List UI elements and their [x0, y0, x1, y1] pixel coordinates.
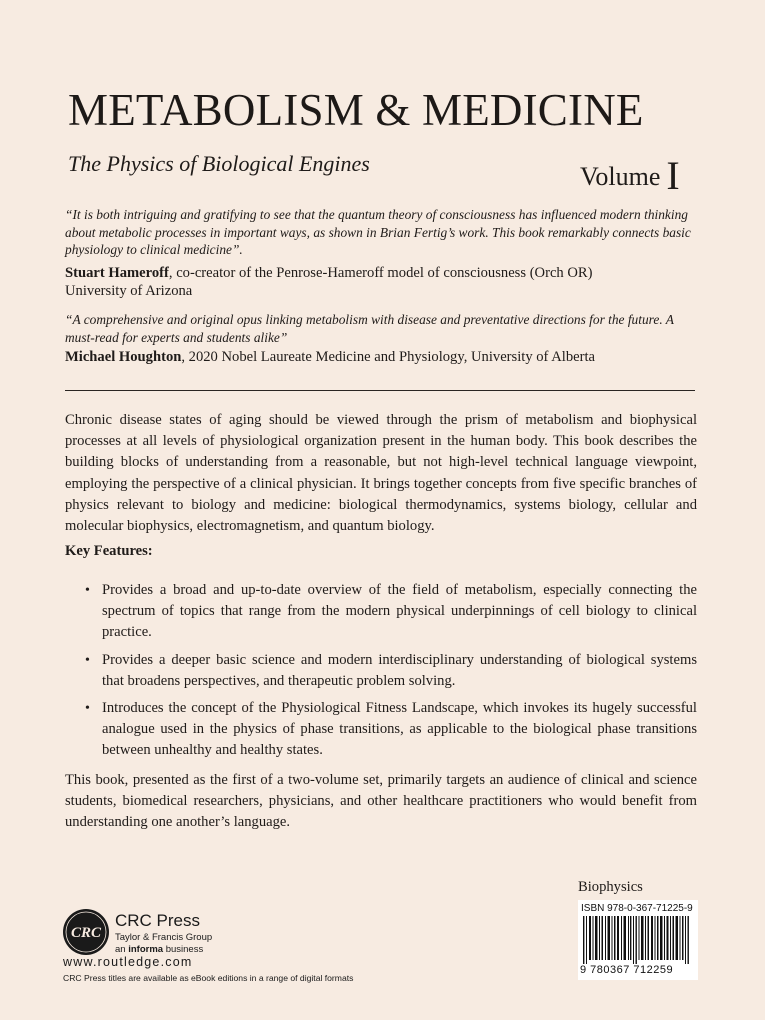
key-features-heading: Key Features: — [65, 543, 153, 559]
endorser-name-2: Michael Houghton — [65, 349, 182, 365]
isbn-barcode-block — [578, 900, 698, 980]
publisher-website: www.routledge.com — [63, 955, 193, 969]
bullet-icon: • — [85, 652, 90, 668]
isbn-label: ISBN 978-0-367-71225-9 — [581, 903, 693, 914]
volume-word: Volume — [580, 162, 661, 191]
endorser-affiliation-2: , 2020 Nobel Laureate Medicine and Physiology, University of Alberta — [181, 349, 596, 365]
key-feature-item — [65, 698, 697, 762]
key-feature-item — [65, 580, 697, 644]
ebook-availability-note: CRC Press titles are available as eBook editions in a range of digital formats — [63, 973, 354, 983]
publisher-group — [115, 932, 212, 955]
key-features-list — [65, 580, 697, 768]
barcode-digits: 9 780367 712259 — [580, 964, 674, 976]
endorser-affiliation-1-line2: University of Arizona — [65, 283, 193, 299]
book-subtitle: The Physics of Biological Engines — [68, 151, 370, 176]
publisher-group-name: Taylor & Francis Group — [115, 932, 213, 943]
informa-brand: informa — [128, 943, 164, 955]
volume-label — [580, 148, 680, 198]
crc-logo-text: CRC — [70, 925, 102, 941]
bullet-icon: • — [85, 701, 90, 717]
key-feature-item — [65, 650, 697, 692]
key-feature-text: Provides a deeper basic science and modern interdisciplinary understanding of biological systems that broadens perspectives, and therapeutic problem solving. — [102, 651, 697, 689]
key-feature-text: Provides a broad and up-to-date overview of the field of metabolism, especially connecting the spectrum of topics that range from the modern physical underpinnings of cell biology to clinical practice. — [102, 582, 697, 641]
key-feature-text: Introduces the concept of the Physiological Fitness Landscape, which invokes its hugely successful analogue used in the physics of phase transitions, as applicable to the biological phase transitions between unhealthy and healthy states. — [102, 700, 697, 759]
subject-category: Biophysics — [578, 879, 643, 895]
publisher-name: CRC Press — [115, 911, 201, 930]
divider-rule — [65, 390, 695, 391]
volume-number: I — [666, 153, 680, 198]
endorser-name-1: Stuart Hameroff — [65, 265, 169, 281]
business-prefix: an — [115, 943, 129, 955]
crc-press-logo-icon — [62, 908, 110, 956]
book-title: METABOLISM & MEDICINE — [68, 85, 644, 135]
bullet-icon: • — [85, 583, 90, 598]
barcode-icon — [581, 916, 695, 964]
endorsement-attribution-2 — [65, 348, 705, 366]
endorsement-attribution-1 — [65, 264, 705, 300]
endorsement-quote-1: “It is both intriguing and gratifying to see that the quantum theory of consciousness has influenced modern thinking about metabolic processes in important ways, as shown in Brian Fertig’s work. This book remarkably connects basic physiology to clinical medicine”. — [65, 207, 691, 258]
book-description: Chronic disease states of aging should be viewed through the prism of metabolism and biophysical processes at all levels of physiological organization present in the human body. This book describes the building blocks of understanding from a reasonable, but not high-level technical language viewpoint, employing the perspective of a clinical physician. It brings together concepts from five specific branches of physics relevant to biology and medicine: biological thermodynamics, systems biology, cellular and molecular biophysics, electromagnetism, and quantum biology. — [65, 412, 697, 535]
business-suffix: business — [163, 943, 204, 955]
endorser-affiliation-1: , co-creator of the Penrose-Hameroff model of consciousness (Orch OR) — [168, 265, 593, 281]
audience-paragraph: This book, presented as the first of a two-volume set, primarily targets an audience of clinical and science students, biomedical researchers, physicians, and other healthcare practitioners who would benefit from understanding one another’s language. — [65, 772, 697, 831]
endorsement-quote-2: “A comprehensive and original opus linking metabolism with disease and preventative directions for the future. A must-read for experts and students alike” — [65, 312, 674, 345]
